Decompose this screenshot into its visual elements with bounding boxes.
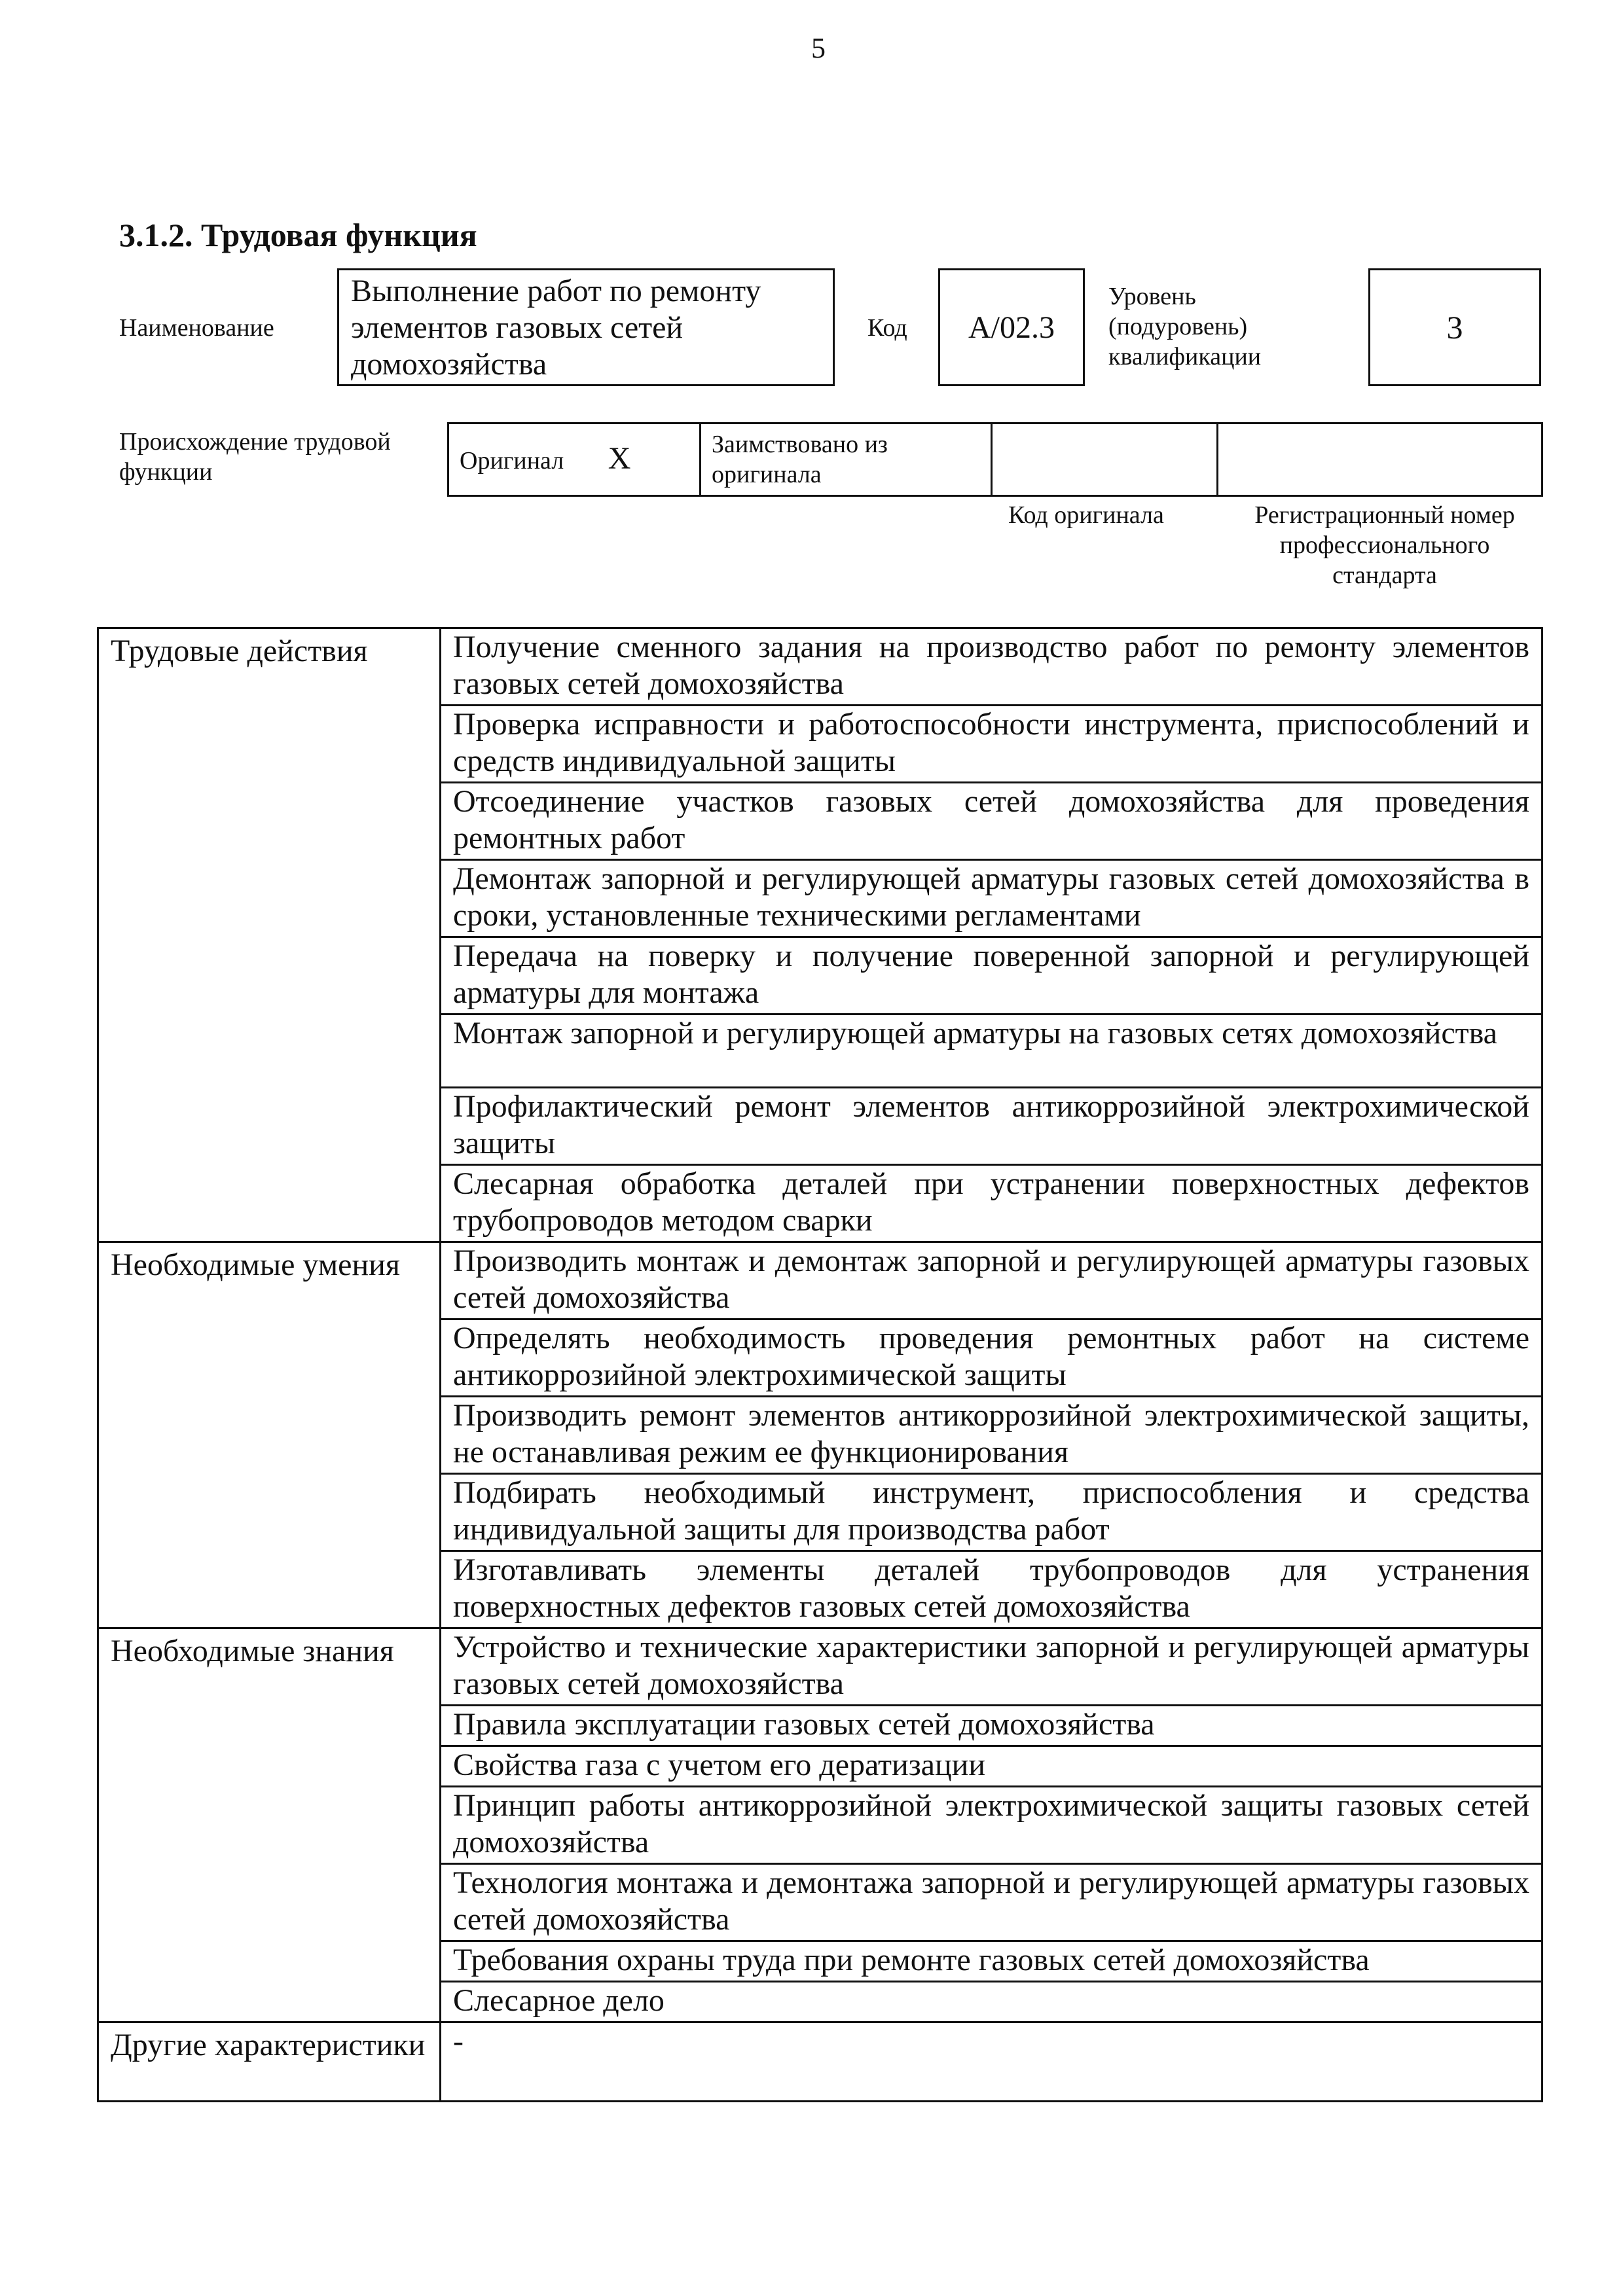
table-cell: Производить ремонт элементов антикоррозийной электрохимической защиты, не останавливая режим ее функционирования — [441, 1397, 1542, 1474]
reg-number-cell — [1218, 423, 1542, 496]
original-label: Оригинал — [460, 446, 564, 475]
table-cell: Проверка исправности и работоспособности инструмента, приспособлений и средств индивидуальной защиты — [441, 706, 1542, 783]
table-cell: Профилактический ремонт элементов антикоррозийной электрохимической защиты — [441, 1088, 1542, 1165]
table-cell: Правила эксплуатации газовых сетей домохозяйства — [441, 1706, 1542, 1746]
borrowed-label: Заимствовано из оригинала — [701, 423, 992, 496]
table-cell: Принцип работы антикоррозийной электрохимической защиты газовых сетей домохозяйства — [441, 1787, 1542, 1864]
table-cell: Устройство и технические характеристики запорной и регулирующей арматуры газовых сетей домохозяйства — [441, 1628, 1542, 1706]
table-cell: Требования охраны труда при ремонте газовых сетей домохозяйства — [441, 1941, 1542, 1982]
function-name-box — [337, 268, 835, 386]
page-number: 5 — [811, 32, 826, 64]
table-row — [98, 1628, 1542, 1706]
borrowed-code-cell — [992, 423, 1218, 496]
function-name-value: Выполнение работ по ремонту элементов газовых сетей домохозяйства — [351, 274, 761, 382]
table-cell: Подбирать необходимый инструмент, приспособления и средства индивидуальной защиты для производства работ — [441, 1474, 1542, 1551]
table-cell: Отсоединение участков газовых сетей домохозяйства для проведения ремонтных работ — [441, 783, 1542, 860]
reg-number-caption: Регистрационный номер профессионального стандарта — [1254, 501, 1515, 589]
table-cell: Передача на поверку и получение поверенной запорной и регулирующей арматуры для монтажа — [441, 937, 1542, 1014]
code-original-caption: Код оригинала — [1008, 501, 1164, 529]
table-cell: Получение сменного задания на производство работ по ремонту элементов газовых сетей домохозяйства — [441, 628, 1542, 706]
origin-original-cell — [448, 423, 701, 496]
name-label: Наименование — [119, 314, 274, 342]
table-cell: Демонтаж запорной и регулирующей арматуры газовых сетей домохозяйства в сроки, установленные техническими регламентами — [441, 860, 1542, 937]
level-value-box — [1368, 268, 1541, 386]
category-other-characteristics: Другие характеристики — [98, 2022, 441, 2102]
original-mark: X — [608, 440, 631, 476]
table-row — [98, 2022, 1542, 2102]
origin-table — [447, 422, 1543, 497]
category-labor-actions: Трудовые действия — [98, 628, 441, 1242]
code-value-box — [938, 268, 1085, 386]
level-value: 3 — [1446, 309, 1463, 346]
code-value: A/02.3 — [968, 310, 1055, 345]
table-cell: Свойства газа с учетом его дератизации — [441, 1746, 1542, 1787]
code-label: Код — [867, 314, 907, 342]
table-cell: Слесарная обработка деталей при устранении поверхностных дефектов трубопроводов методом сварки — [441, 1165, 1542, 1242]
table-cell: Слесарное дело — [441, 1982, 1542, 2022]
table-cell: Технология монтажа и демонтажа запорной и регулирующей арматуры газовых сетей домохозяйства — [441, 1864, 1542, 1941]
table-cell: Изготавливать элементы деталей трубопроводов для устранения поверхностных дефектов газовых сетей домохозяйства — [441, 1551, 1542, 1628]
level-label: Уровень (подуровень) квалификации — [1108, 283, 1262, 370]
table-row — [98, 628, 1542, 706]
table-cell: Определять необходимость проведения ремонтных работ на системе антикоррозийной электрохимической защиты — [441, 1319, 1542, 1397]
labor-function-table — [97, 627, 1543, 2102]
category-required-knowledge: Необходимые знания — [98, 1628, 441, 2022]
table-cell: Монтаж запорной и регулирующей арматуры на газовых сетях домохозяйства — [441, 1014, 1542, 1088]
origin-label: Происхождение трудовой функции — [119, 428, 391, 486]
table-cell: - — [441, 2022, 1542, 2102]
section-title: 3.1.2. Трудовая функция — [119, 217, 477, 253]
table-cell: Производить монтаж и демонтаж запорной и регулирующей арматуры газовых сетей домохозяйства — [441, 1242, 1542, 1319]
category-required-skills: Необходимые умения — [98, 1242, 441, 1628]
table-row — [98, 1242, 1542, 1319]
